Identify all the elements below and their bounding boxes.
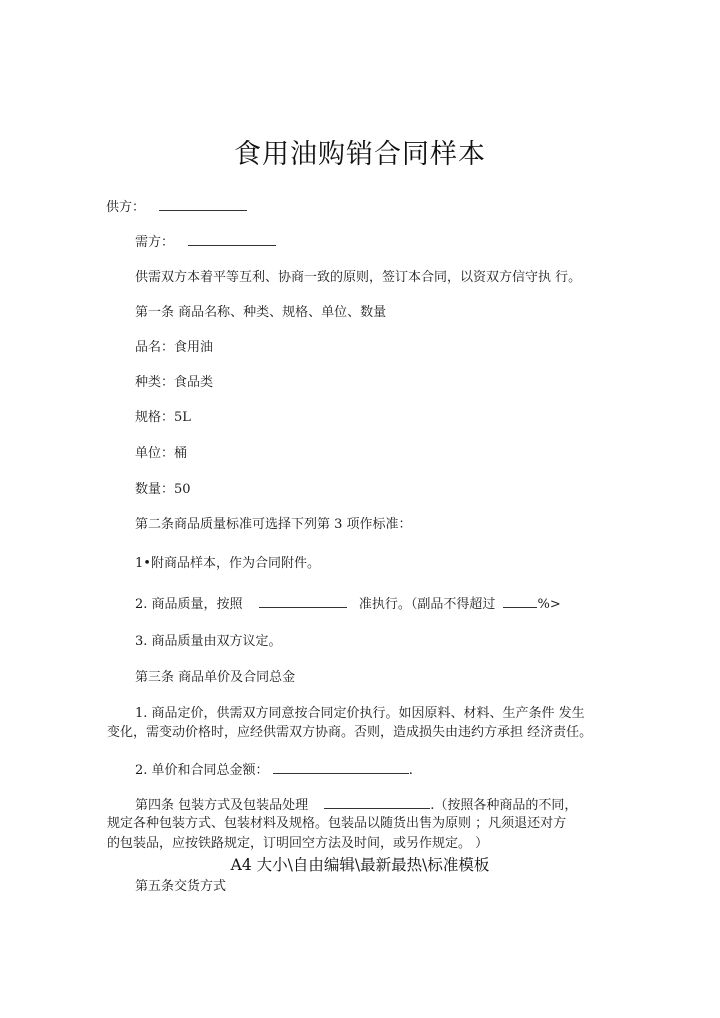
supplier-line: [106, 199, 247, 216]
article2-item3: 3. 商品质量由双方议定。: [135, 634, 282, 649]
article4-line2: 规定各种包装方式、包装材料及规格。包装品以随货出售为原则 ；凡须退还对方: [107, 816, 567, 831]
percent-blank: [503, 596, 537, 608]
article2-item2: [135, 596, 561, 613]
article3-item2-prefix: 2. 单价和合同总金额：: [135, 763, 269, 778]
article5-heading: 第五条交货方式: [135, 879, 227, 894]
total-amount-blank: [273, 762, 409, 774]
supplier-label: 供方：: [106, 200, 146, 215]
article4-heading-suffix: .（按照各种商品的不同，: [430, 798, 578, 813]
template-footer: A4 大小\自由编辑\最新最热\标准模板: [230, 856, 490, 874]
article3-item1-line1: 1. 商品定价，供需双方同意按合同定价执行。如因原料、材料、生产条件 发生: [135, 706, 585, 721]
article3-item2: [135, 762, 413, 779]
article4-heading-prefix: 第四条 包装方式及包装品处理: [135, 798, 309, 813]
article1-heading: 第一条 商品名称、种类、规格、单位、数量: [135, 305, 387, 320]
article2-item1: 1•附商品样本，作为合同附件。: [135, 556, 320, 571]
article1-name: 品名：食用油: [135, 340, 214, 355]
buyer-blank: [188, 234, 276, 246]
packaging-blank: [324, 797, 430, 809]
article3-heading: 第三条 商品单价及合同总金: [135, 670, 296, 685]
article2-item2-mid: 准执行。（副品不得超过: [358, 597, 496, 612]
article2-item2-suffix: %>: [537, 597, 561, 612]
article4-line3: 的包装品，应按铁路规定，订明回空方法及时间，或另作规定。 ）: [107, 836, 489, 851]
article1-spec: 规格：5L: [135, 410, 191, 425]
article1-category: 种类：食品类: [135, 375, 214, 390]
buyer-label: 需方：: [135, 235, 175, 250]
intro-paragraph: 供需双方本着平等互利、协商一致的原则，签订本合同，以资双方信守执 行。: [135, 270, 582, 285]
article1-unit: 单位：桶: [135, 446, 188, 461]
standard-blank: [259, 596, 347, 608]
article4-heading: [135, 797, 577, 814]
article3-item2-suffix: .: [408, 763, 413, 778]
article2-item2-prefix: 2. 商品质量，按照: [135, 597, 243, 612]
buyer-line: [135, 234, 276, 251]
article2-heading: 第二条商品质量标准可选择下列第 3 项作标准：: [135, 517, 412, 532]
supplier-blank: [159, 199, 247, 211]
article3-item1-line2: 变化，需变动价格时，应经供需双方协商。否则，造成损失由违约方承担 经济责任。: [107, 725, 593, 740]
article1-quantity: 数量：50: [135, 482, 191, 497]
document-title: 食用油购销合同样本: [234, 139, 486, 170]
